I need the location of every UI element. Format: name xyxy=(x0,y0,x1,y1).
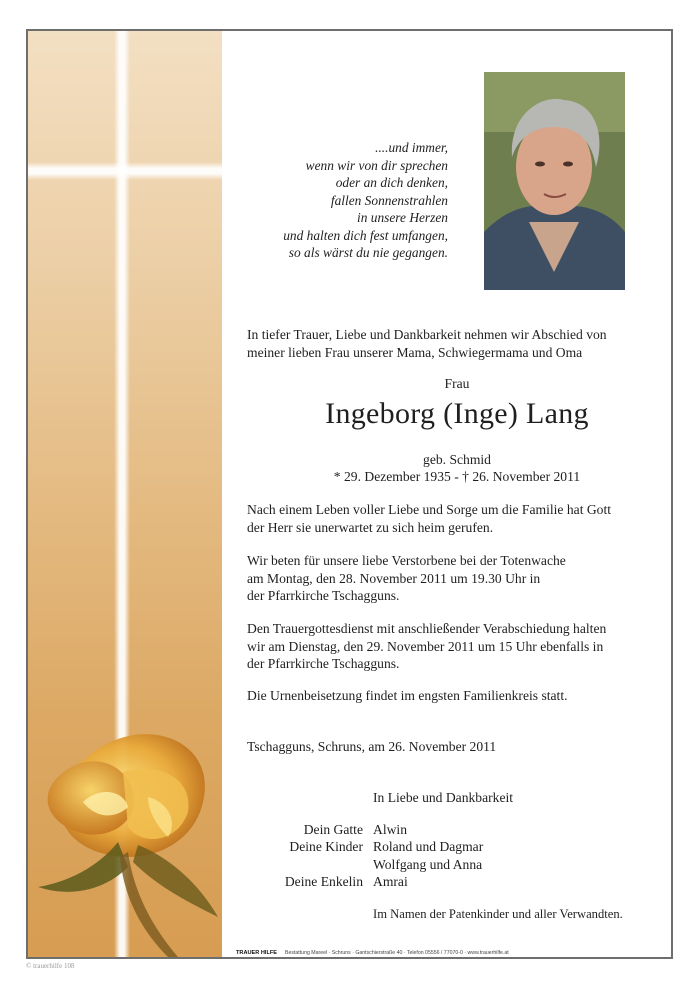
poem-line: so als wärst du nie gegangen. xyxy=(288,245,448,260)
poem-line: wenn wir von dir sprechen xyxy=(305,157,448,173)
portrait-image xyxy=(484,72,625,290)
signature-closing: Im Namen der Patenkinder und aller Verwandten. xyxy=(373,907,623,921)
copyright-note: © trauerhilfe 108 xyxy=(26,962,75,970)
intro-line: In tiefer Trauer, Liebe und Dankbarkeit nehmen wir Abschied von xyxy=(247,327,607,342)
paragraph-service xyxy=(247,620,667,673)
poem-line: in unsere Herzen xyxy=(357,210,448,225)
paragraph-urn xyxy=(247,687,667,705)
intro-line: meiner lieben Frau unserer Mama, Schwiegermama und Oma xyxy=(247,344,583,360)
signature-value: Amrai xyxy=(373,874,408,889)
paragraph-line: der Pfarrkirche Tschagguns. xyxy=(247,656,400,672)
paragraph-line: Den Trauergottesdienst mit anschließender Verabschiedung halten xyxy=(247,621,607,636)
portrait-photo xyxy=(484,72,625,290)
paragraph-line: Nach einem Leben voller Liebe und Sorge um die Familie hat Gott xyxy=(247,502,612,517)
birth-name: geb. Schmid xyxy=(423,452,491,467)
signature-value: Alwin xyxy=(373,822,407,837)
intro-text xyxy=(247,326,667,361)
paragraph-line: der Pfarrkirche Tschagguns. xyxy=(247,588,400,604)
poem-line: und halten dich fest umfangen, xyxy=(283,227,448,243)
footer-brand: TRAUER HILFE xyxy=(236,950,278,956)
poem xyxy=(188,139,448,262)
rose-image xyxy=(28,717,222,957)
signature-value: Roland und Dagmar xyxy=(373,839,484,854)
paragraph-line: Wir beten für unsere liebe Verstorbene bei der Totenwache xyxy=(247,553,566,568)
signature-label: Deine Enkelin xyxy=(284,874,363,889)
signature-label: Deine Kinder xyxy=(289,839,363,854)
paragraph-line: Die Urnenbeisetzung findet im engsten Familienkreis statt. xyxy=(247,688,568,703)
paragraph-life xyxy=(247,501,667,536)
signature-label: Dein Gatte xyxy=(303,822,363,837)
poem-line: oder an dich denken, xyxy=(335,175,448,190)
deceased-name: Ingeborg (Inge) Lang xyxy=(325,397,589,430)
poem-line: ....und immer, xyxy=(375,140,448,155)
footer-text: Bestattung Mareel · Schruns · Gantschierstraße 40 · Telefon 05556 / 77070-0 · www.trauerhilfe.at xyxy=(285,950,509,956)
poem-line: fallen Sonnenstrahlen xyxy=(330,192,448,208)
footer xyxy=(236,950,509,956)
life-dates: * 29. Dezember 1935 - † 26. November 2011 xyxy=(333,469,581,484)
title-frau: Frau xyxy=(444,376,470,391)
paragraph-wake xyxy=(247,552,667,605)
signature-heading: In Liebe und Dankbarkeit xyxy=(373,790,514,805)
paragraph-line: der Herr sie unerwartet zu sich heim gerufen. xyxy=(247,519,494,535)
paragraph-line: am Montag, den 28. November 2011 um 19.30 Uhr in xyxy=(247,570,541,586)
obituary-frame xyxy=(26,29,673,959)
paragraph-line: wir am Dienstag, den 29. November 2011 um 15 Uhr ebenfalls in xyxy=(247,638,604,654)
place-date: Tschagguns, Schruns, am 26. November 2011 xyxy=(247,739,497,754)
signature-value: Wolfgang und Anna xyxy=(373,857,483,872)
